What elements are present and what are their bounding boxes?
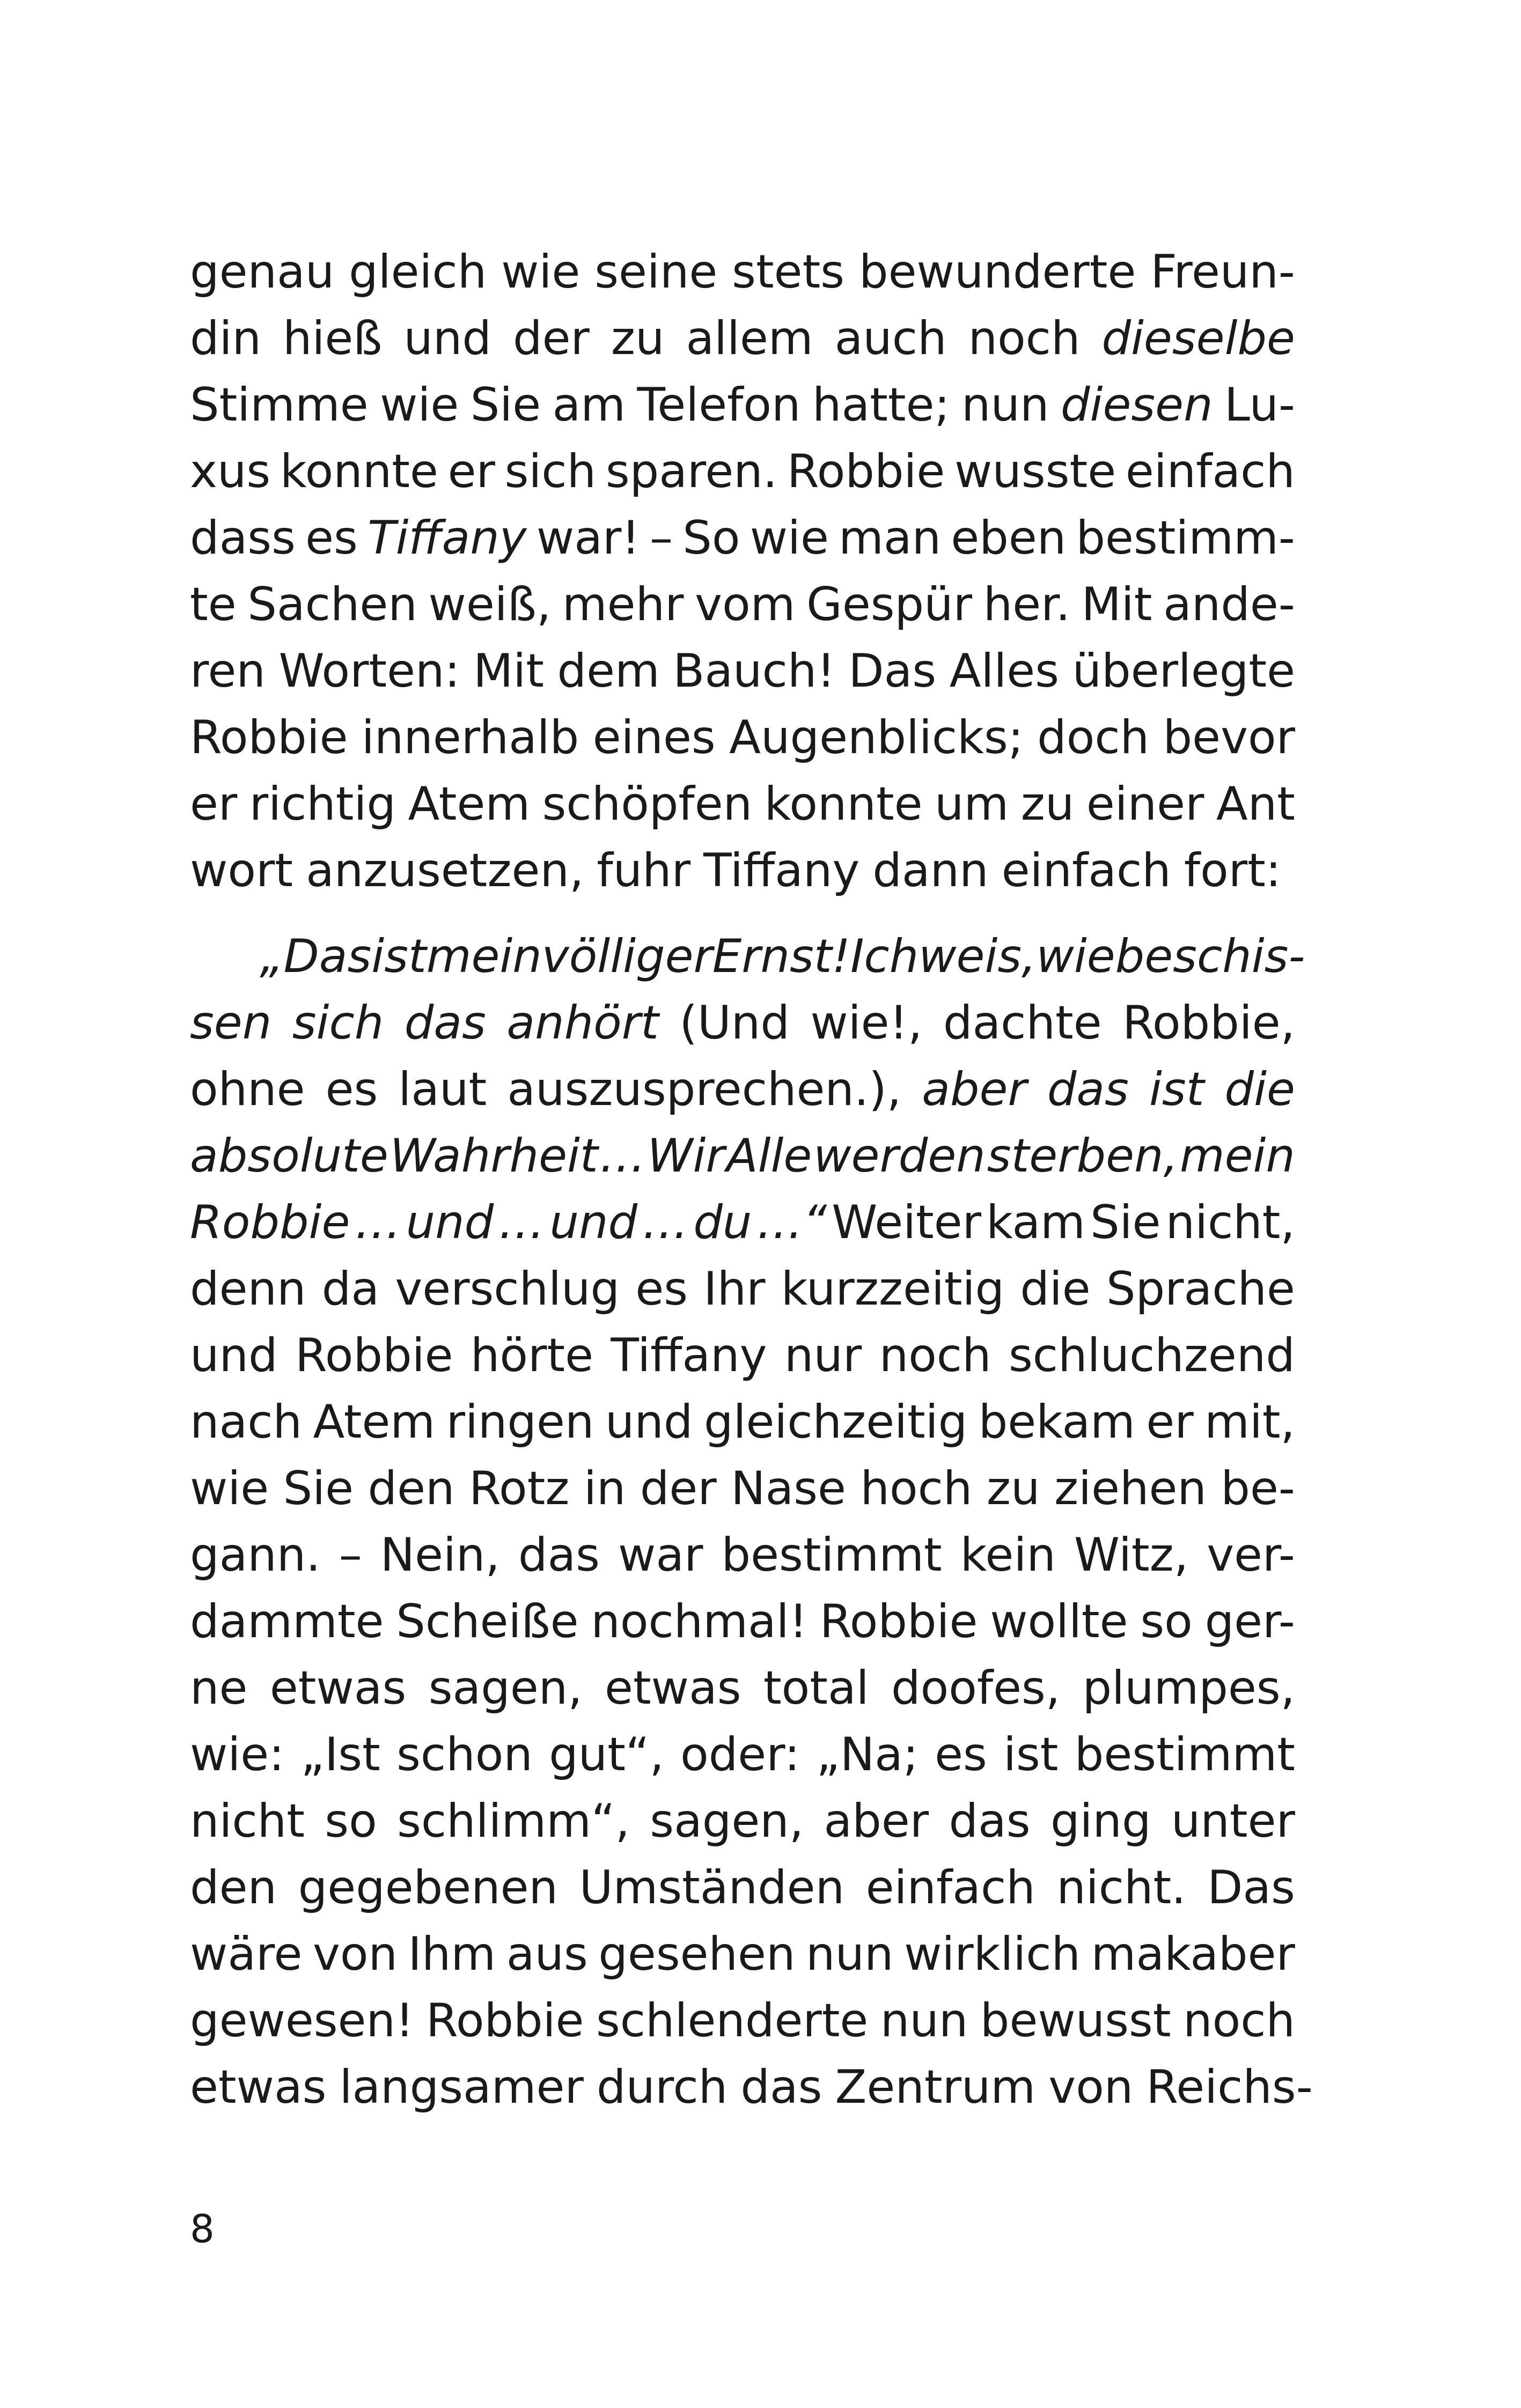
page-number: 8 (190, 2206, 215, 2251)
word: ist (1003, 1728, 1059, 1781)
word: dachte (943, 996, 1102, 1050)
word: ver- (1207, 1528, 1295, 1582)
italic-word: ist (371, 930, 427, 983)
word: wie (501, 245, 581, 299)
word: und (403, 312, 492, 365)
word: So (682, 511, 740, 565)
italic-word: absolute (190, 1129, 388, 1183)
word: ren (190, 644, 266, 698)
word: hieß (282, 312, 383, 365)
word: Sachen (247, 578, 417, 631)
italic-word: … (642, 1196, 689, 1249)
italic-word: mein (426, 930, 542, 983)
word: bekam (978, 1395, 1135, 1449)
word: durch (596, 2060, 728, 2114)
word: nun (806, 1927, 894, 1981)
word: Robbie (787, 445, 945, 498)
word: ringen (446, 1395, 594, 1449)
word: vom (695, 578, 796, 631)
word: laut (398, 1063, 487, 1116)
word: dammte (190, 1595, 384, 1648)
italic-word: völliger (541, 930, 712, 983)
word: nur (784, 1329, 862, 1382)
word: von (312, 1927, 398, 1981)
italic-word: Wir (647, 1129, 725, 1183)
word: auch (834, 312, 947, 365)
word: ging (1050, 1794, 1151, 1848)
word: eben (951, 511, 1067, 565)
text-line (190, 1189, 1295, 1256)
word: es (305, 511, 358, 565)
word: Ihr (703, 1262, 766, 1316)
word: schon (396, 1728, 533, 1781)
word: wäre (190, 1927, 303, 1981)
word: Ant (1216, 777, 1295, 831)
text-line (190, 1854, 1295, 1921)
word: Robbie (425, 1994, 584, 2048)
word: dass (190, 511, 296, 565)
word: konnte (280, 445, 438, 498)
text-line (190, 305, 1295, 372)
paragraph (190, 923, 1313, 2120)
italic-word: Tiffany (368, 511, 527, 565)
word: seine (594, 245, 718, 299)
word: Atem (313, 1395, 436, 1449)
word: von (1048, 2060, 1134, 2114)
word: in (583, 1462, 626, 1515)
word: schlenderte (596, 1994, 869, 2048)
word: man (839, 511, 942, 565)
text-line (190, 505, 1295, 571)
word: Freun- (1150, 245, 1295, 299)
word: nun (880, 1994, 968, 2048)
word: nicht. (1056, 1861, 1186, 1914)
word: etwas (269, 1661, 407, 1715)
word: es (635, 1262, 688, 1316)
italic-word: Wahrheit (390, 1129, 598, 1183)
text-line (190, 1921, 1295, 1987)
word: der (513, 312, 590, 365)
word: gleich (349, 245, 487, 299)
word: mit, (1204, 1395, 1295, 1449)
word: doch (1037, 711, 1150, 764)
word: aus (506, 1927, 588, 1981)
word: einfach (1001, 844, 1171, 897)
word: schlimm“, (397, 1794, 630, 1848)
word: plumpes, (1082, 1661, 1295, 1715)
word: war! (536, 511, 640, 565)
word: total (763, 1661, 869, 1715)
word: Tiffany (611, 1329, 767, 1382)
word: Mit (1081, 578, 1152, 631)
word: nochmal! (591, 1595, 808, 1648)
word: innerhalb (361, 711, 579, 764)
word: gesehen (598, 1927, 796, 1981)
word: richtig (249, 777, 396, 831)
word: hatte; (812, 378, 950, 432)
word: – (339, 1528, 362, 1582)
word: „Ist (300, 1728, 380, 1781)
word: ande- (1163, 578, 1295, 631)
paragraph-gap (190, 904, 1295, 923)
italic-word: ist (1149, 1063, 1204, 1116)
text-line (190, 837, 1295, 904)
italic-word: dieselbe (1101, 312, 1295, 365)
word: am (552, 378, 626, 432)
text-line (190, 771, 1295, 837)
word: gleichzeitig (703, 1395, 968, 1449)
text-line (190, 1056, 1295, 1123)
word: – (650, 511, 673, 565)
word: Zentrum (835, 2060, 1036, 2114)
text-line (190, 1987, 1295, 2054)
text-line (190, 1123, 1295, 1189)
word: noch (879, 1329, 991, 1382)
word: und (190, 1329, 278, 1382)
word: be- (1221, 1462, 1295, 1515)
word: bevor (1163, 711, 1295, 764)
word: Witz, (1074, 1528, 1189, 1582)
word: nun (961, 378, 1049, 432)
italic-word: beschis- (1115, 930, 1305, 983)
word: bestimm- (1076, 511, 1295, 565)
word: (Und (679, 996, 790, 1050)
text-line (190, 372, 1295, 438)
text-line (190, 2054, 1313, 2120)
word: bestimmt (721, 1528, 942, 1582)
italic-word: und (549, 1196, 638, 1249)
word: Sprache (1106, 1262, 1295, 1316)
word: Gespür (806, 578, 972, 631)
italic-word: weis, (919, 930, 1037, 983)
word: Ihm (408, 1927, 496, 1981)
text-line (190, 1721, 1295, 1788)
italic-word: diesen (1060, 378, 1213, 432)
word: noch (968, 312, 1081, 365)
word: Nase (731, 1462, 846, 1515)
word: und (605, 1395, 693, 1449)
italic-word: Robbie (190, 1196, 350, 1249)
word: mehr (562, 578, 684, 631)
word: um (935, 777, 1009, 831)
body-text (190, 239, 1313, 2120)
italic-word: mein (1179, 1129, 1295, 1183)
word: bewusst (980, 1994, 1171, 2048)
word: Sie (1090, 1196, 1161, 1249)
italic-word: das (404, 996, 486, 1050)
word: Umständen (579, 1861, 845, 1914)
word: kurzzeitig (781, 1262, 1005, 1316)
word: Robbie, (1122, 996, 1295, 1050)
word: fort: (1184, 844, 1281, 897)
italic-word: …“ (756, 1196, 827, 1249)
word: den (190, 1861, 277, 1914)
word: wusste (954, 445, 1116, 498)
text-line (190, 438, 1295, 505)
word: er (447, 445, 495, 498)
italic-word: sich (292, 996, 384, 1050)
word: sagen, (650, 1794, 804, 1848)
word: Robbie (295, 1329, 453, 1382)
word: er (190, 777, 238, 831)
text-line (190, 239, 1295, 305)
word: gewesen! (190, 1994, 414, 2048)
word: Robbie (819, 1595, 978, 1648)
text-line (190, 1256, 1295, 1322)
word: langsamer (339, 2060, 584, 2114)
italic-word: du (693, 1196, 752, 1249)
word: Bauch! (673, 644, 835, 698)
word: schöpfen (542, 777, 753, 831)
word: auszusprechen.), (507, 1063, 902, 1116)
italic-word: die (1224, 1063, 1295, 1116)
word: aber (824, 1794, 929, 1848)
word: allem (686, 312, 813, 365)
text-line (190, 1655, 1295, 1721)
word: einfach (1125, 445, 1295, 498)
word: genau (190, 245, 335, 299)
word: Rotz (469, 1462, 570, 1515)
word: gegebenen (298, 1861, 559, 1914)
word: so (325, 1794, 377, 1848)
word: überlegte (1072, 644, 1295, 698)
word: nach (190, 1395, 302, 1449)
word: gann. (190, 1528, 321, 1582)
word: eines (592, 711, 716, 764)
text-line (190, 1522, 1295, 1588)
italic-word: … (599, 1129, 646, 1183)
word: kein (960, 1528, 1056, 1582)
italic-word: … (355, 1196, 401, 1249)
italic-word: Ich (850, 930, 919, 983)
word: Weiter (832, 1196, 982, 1249)
word: sagen, (428, 1661, 583, 1715)
word: das (518, 1528, 600, 1582)
word: ne (190, 1661, 248, 1715)
word: Alles (949, 644, 1060, 698)
word: fuhr (597, 844, 691, 897)
text-line (190, 571, 1295, 638)
word: hoch (860, 1462, 973, 1515)
word: Lu- (1224, 378, 1295, 432)
word: dann (872, 844, 989, 897)
word: war (618, 1528, 703, 1582)
word: sich (504, 445, 597, 498)
word: Mit (473, 644, 544, 698)
word: wollte (990, 1595, 1128, 1648)
word: Tiffany (703, 844, 860, 897)
italic-word: „Das (260, 930, 372, 983)
text-line (190, 1322, 1295, 1389)
word: nicht (190, 1794, 305, 1848)
paragraph (190, 239, 1295, 904)
word: wirklich (904, 1927, 1081, 1981)
italic-word: Ernst! (712, 930, 851, 983)
word: dem (557, 644, 660, 698)
word: kam (986, 1196, 1085, 1249)
word: verschlug (395, 1262, 620, 1316)
word: ger- (1204, 1595, 1295, 1648)
word: anzusetzen, (306, 844, 584, 897)
word: konnte (764, 777, 923, 831)
word: te (190, 578, 237, 631)
word: den (368, 1462, 455, 1515)
word: bewunderte (859, 245, 1136, 299)
word: doofes, (891, 1661, 1061, 1715)
word: Robbie (190, 711, 348, 764)
word: Nein, (380, 1528, 500, 1582)
word: weiß, (428, 578, 552, 631)
word: wie!, (810, 996, 923, 1050)
word: „Na; (816, 1728, 919, 1781)
word: zu (986, 1462, 1040, 1515)
word: nicht, (1165, 1196, 1295, 1249)
word: unter (1171, 1794, 1295, 1848)
text-line (190, 923, 1305, 990)
word: so (1140, 1595, 1193, 1648)
text-line (190, 704, 1295, 771)
text-line (190, 1389, 1295, 1455)
word: bestimmt (1074, 1728, 1295, 1781)
text-line (190, 1455, 1295, 1522)
italic-word: und (406, 1196, 494, 1249)
word: Worten: (278, 644, 460, 698)
text-line (190, 638, 1295, 704)
word: Scheiße (396, 1595, 579, 1648)
word: Das (1207, 1861, 1295, 1914)
word: da (321, 1262, 380, 1316)
word: her. (983, 578, 1070, 631)
word: makaber (1091, 1927, 1295, 1981)
word: einfach (865, 1861, 1035, 1914)
word: wie: (190, 1728, 285, 1781)
word: oder: (680, 1728, 800, 1781)
word: xus (190, 445, 271, 498)
text-line (190, 990, 1295, 1056)
italic-word: aber (922, 1063, 1027, 1116)
word: einer (1086, 777, 1204, 831)
text-line (190, 1588, 1295, 1655)
italic-word: anhört (506, 996, 659, 1050)
word: denn (190, 1262, 306, 1316)
word: das (949, 1794, 1031, 1848)
word: etwas (190, 2060, 327, 2114)
word: es (325, 1063, 378, 1116)
word: zu (1020, 777, 1075, 831)
word: Stimme (190, 378, 369, 432)
italic-word: das (1047, 1063, 1129, 1116)
word: Sie (283, 1462, 354, 1515)
italic-word: sterben, (987, 1129, 1178, 1183)
word: etwas (605, 1661, 741, 1715)
word: wie (380, 378, 459, 432)
word: die (1020, 1262, 1091, 1316)
word: ohne (190, 1063, 305, 1116)
word: Das (848, 644, 937, 698)
word: ziehen (1054, 1462, 1207, 1515)
word: Sie (470, 378, 541, 432)
word: stets (732, 245, 845, 299)
word: hörte (470, 1329, 593, 1382)
word: gut“, (549, 1728, 664, 1781)
word: es (935, 1728, 987, 1781)
italic-word: Alle (726, 1129, 812, 1183)
word: schluchzend (1009, 1329, 1295, 1382)
italic-word: werden (813, 1129, 986, 1183)
word: sparen. (605, 445, 778, 498)
word: wie (750, 511, 829, 565)
word: wie (190, 1462, 269, 1515)
word: zu (611, 312, 665, 365)
italic-word: wie (1036, 930, 1115, 983)
word: noch (1183, 1994, 1295, 2048)
word: er (1146, 1395, 1194, 1449)
word: din (190, 312, 261, 365)
word: Telefon (637, 378, 801, 432)
word: Augenblicks; (729, 711, 1024, 764)
italic-word: sen (190, 996, 272, 1050)
italic-word: … (498, 1196, 545, 1249)
text-line (190, 1788, 1295, 1854)
word: wort (190, 844, 293, 897)
word: Reichs- (1146, 2060, 1313, 2114)
word: der (640, 1462, 717, 1515)
word: Atem (408, 777, 531, 831)
word: das (740, 2060, 822, 2114)
